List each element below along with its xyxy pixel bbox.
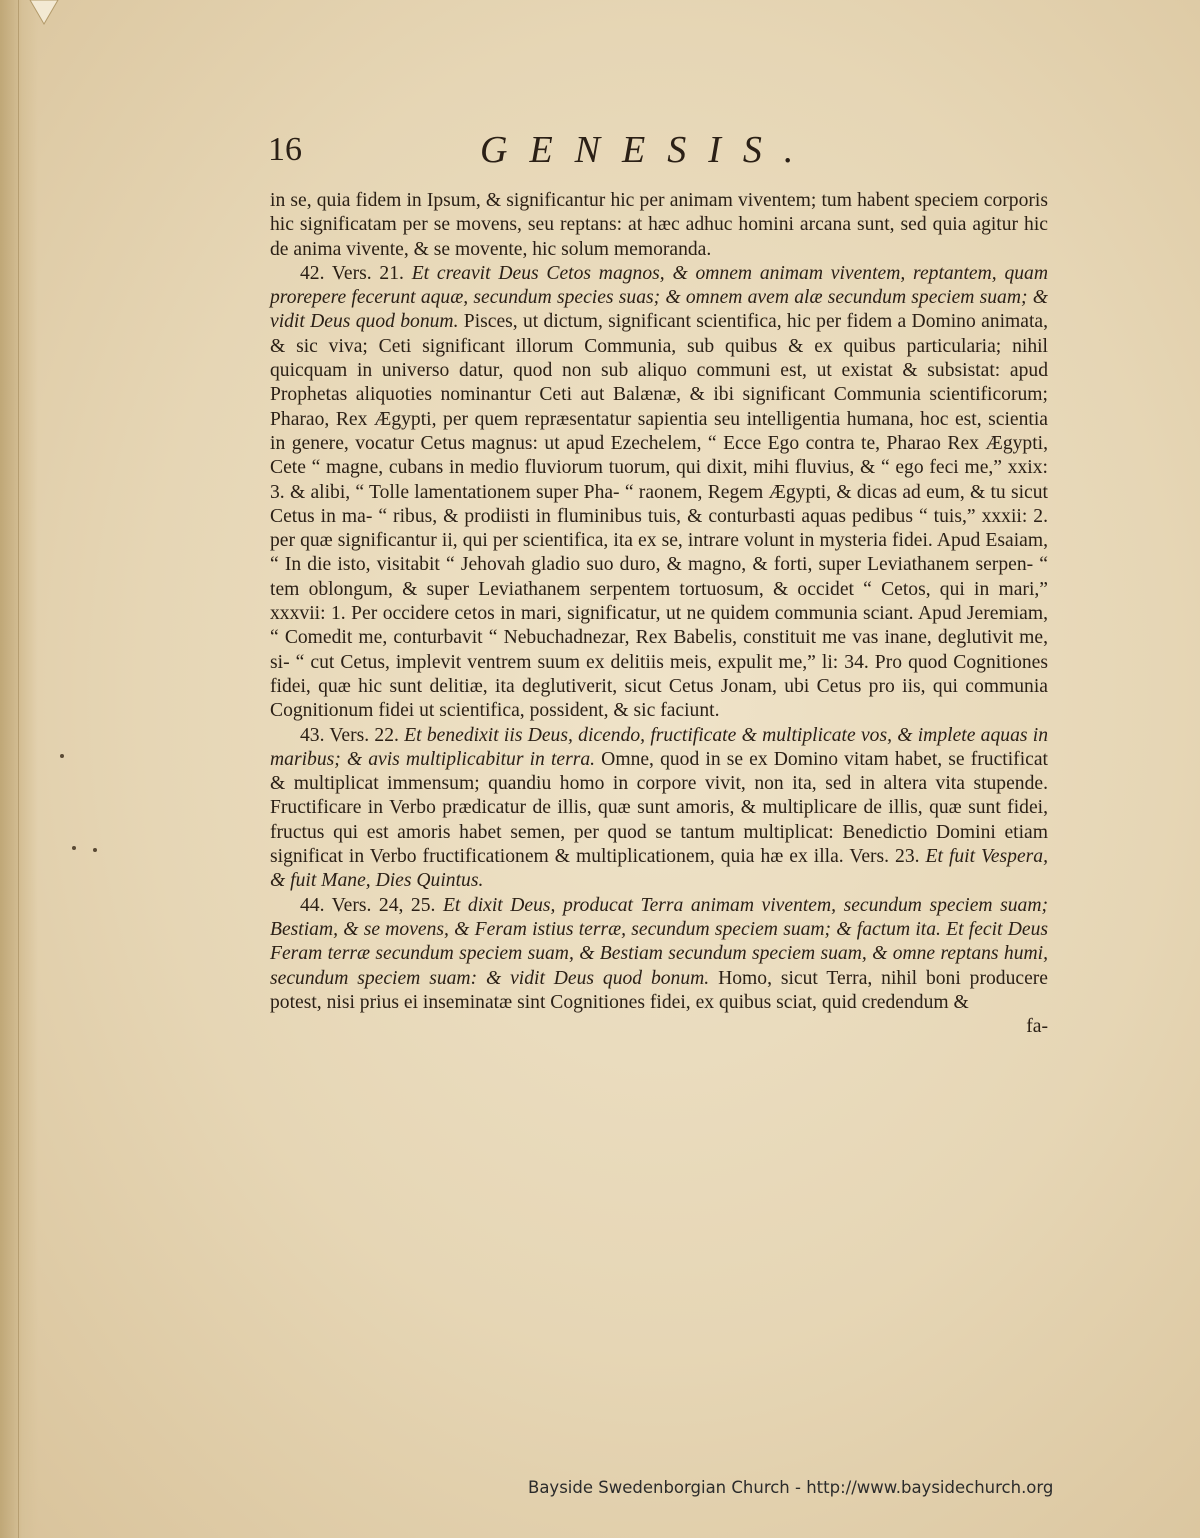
verse-reference: 42. Vers. 21. [300, 262, 404, 284]
running-title: GENESIS. [480, 129, 816, 171]
catchword: fa- [1026, 1016, 1048, 1038]
scripture-quote: Et creavit Deus Cetos magnos, & omnem animam viventem, reptantem, quam prorepere fecerunt aquæ, secundum species suas; & omnem avem alæ secundum speciem suam; & vidit Deus quod bonum. [270, 262, 1048, 333]
ink-speck [72, 846, 76, 850]
page-body [270, 189, 1048, 1039]
verse-reference: 44. Vers. 24, 25. [300, 894, 436, 916]
page-header [268, 130, 1048, 180]
scripture-quote: Et dixit Deus, producat Terra animam viventem, secundum speciem suam; Bestiam, & se movens, & Feram istius terræ, secundum speciem suam; & factum ita. Et fecit Deus Feram terræ secundum speciem suam, & Bestiam secundum speciem suam, & omne reptans humi, secundum speciem suam: & vidit Deus quod bonum. [270, 894, 1048, 989]
paragraph-44 [270, 894, 1048, 1015]
verse-reference: 43. Vers. 22. [300, 724, 399, 746]
spine-line [18, 0, 19, 1538]
page-gutter-shadow [0, 0, 38, 1538]
page-number: 16 [268, 131, 302, 168]
scripture-quote: Et benedixit iis Deus, dicendo, fructificate & multiplicate vos, & implete aquas in maribus; & avis multiplicabitur in terra. [270, 724, 1048, 770]
paragraph-text: Omne, quod in se ex Domino vitam habet, se fructificat & multiplicat immensum; quandiu homo in corpore vivit, non ita, sed in altera vita stupende. Fructificare in Verbo prædicatur de illis, quæ sunt amoris, & multiplicare de illis, quæ sunt fidei, fructus qui est amoris habet semen, per quod se tantum multiplicat: Benedictio Domini etiam significat in Verbo fructificationem & multiplicationem, quia hæ ex illa. Vers. 23. [270, 748, 1048, 868]
paragraph-text: in se, quia fidem in Ipsum, & significantur hic per animam viventem; tum habent speciem corporis hic significatam per se movens, seu reptans: at hæc adhuc homini arcana sunt, sed quia agitur hic de anima vivente, & se movente, hic solum memoranda. [270, 190, 1048, 260]
ink-speck [93, 848, 97, 852]
footer-credit: Bayside Swedenborgian Church - http://www.baysidechurch.org [528, 1478, 1054, 1497]
paragraph-42 [270, 262, 1048, 724]
paragraph-text: Homo, sicut Terra, nihil boni producere potest, nisi prius ei inseminatæ sint Cognitiones fidei, ex quibus sciat, quid credendum & [270, 967, 1048, 1013]
ink-speck [60, 754, 64, 758]
folded-corner-mark [0, 0, 70, 40]
paragraph-text: Pisces, ut dictum, significant scientifica, hic per fidem a Domino animata, & sic viva; Ceti significant illorum Communia, sub quibus & ex quibus particularia; nihil quicquam in universo datur, quod non sub aliquo communi est, ut existat & subsistat: apud Prophetas aliquoties nominantur Ceti aut Balænæ, & ibi significant Communia scientificorum; Pharao, Rex Ægypti, per quem repræsentatur sapientia seu intelligentia humana, hoc est, scientia in genere, vocatur Cetus magnus: ut apud Ezechelem, “ Ecce Ego contra te, Pharao Rex Ægypti, Cete “ magne, cubans in medio fluviorum tuorum, qui dixit, mihi fluvius, & “ ego feci me,” xxix: 3. & alibi, “ Tolle lamentationem super Pha- “ raonem, Regem Ægypti, & dicas ad eum, & tu sicut Cetus in ma- “ ribus, & prodiisti in fluminibus tuis, & conturbasti aquas pedibus “ tuis,” xxxii: 2. per quæ significantur ii, qui per scientifica, ita ex se, intrare volunt in mysteria fidei. Apud Esaiam, “ In die isto, visitabit “ Jehovah gladio suo duro, & magno, & forti, super Leviathanem serpen- “ tem oblongum, & super Leviathanem serpentem tortuosum, & occidet “ Cetos, qui in mari,” xxxvii: 1. Per occidere cetos in mari, significatur, ut ne quidem communia sciant. Apud Jeremiam, “ Comedit me, conturbavit “ Nebuchadnezar, Rex Babelis, constituit me vas inane, deglutivit me, si- “ cut Cetus, implevit ventrem suum ex delitiis meis, expulit me,” li: 34. Pro quod Cognitiones fidei, quæ hic sunt delitiæ, ita deglutiverit, sicut Cetus Jonam, ubi Cetus pro iis, qui communia Cognitionum fidei ut scientifica, possident, & sic faciunt. [270, 311, 1048, 722]
scripture-quote: Et fuit Vespera, & fuit Mane, Dies Quintus. [270, 846, 1048, 892]
paragraph-continuation [270, 189, 1048, 262]
paragraph-43 [270, 724, 1048, 894]
